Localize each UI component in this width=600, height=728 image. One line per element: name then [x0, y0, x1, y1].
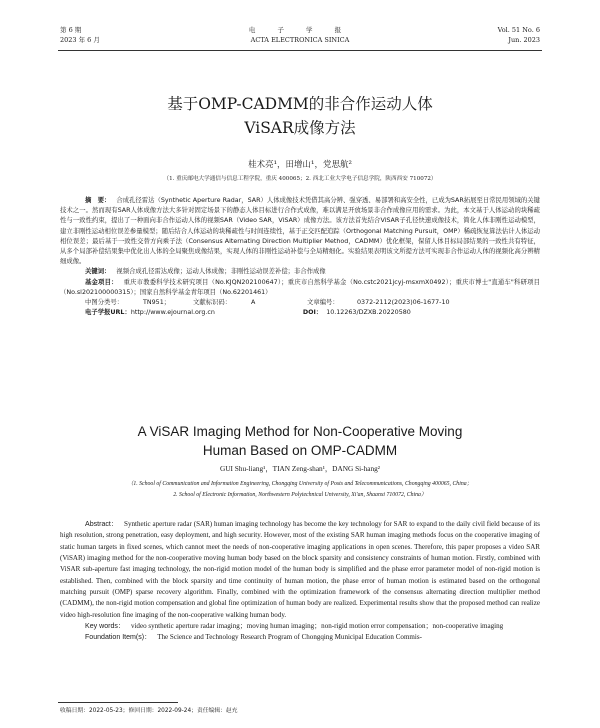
keywords-text-cn: 视频合成孔径雷达成像；运动人体成像；非刚性运动误差补偿；非合作成像	[116, 268, 326, 276]
doi-value[interactable]: 10.12263/DZXB.20220580	[326, 309, 411, 317]
article-no-value: 0372-2112(2023)06-1677-10	[357, 299, 450, 307]
url-label: 电子学报URL：	[85, 309, 131, 317]
fund-label-en: Foundation Item(s)：	[85, 634, 152, 642]
paper-title-cn	[60, 92, 540, 140]
fund-cn	[60, 278, 540, 298]
title-en-line-1: A ViSAR Imaging Method for Non-Cooperative Moving	[137, 424, 463, 439]
title-en-line-2: Human Based on OMP-CADMM	[202, 443, 398, 458]
abstract-text-en: Synthetic aperture radar (SAR) human imaging technology has become the key technology for SAR to expand to the daily civil field because of its high resolution, strong penetration, easy deployment, and high security. However, most of the existing SAR human imaging methods focus on the cooperative imaging of static human targets in fixed scenes, which cannot meet the needs of non-cooperative imaging applications in open scenes. Therefore, this paper proposes a video SAR (ViSAR) imaging method for the non-cooperative moving human body based on the block sparsity and consistency constraints of human motion. Firstly, combined with ViSAR sub-aperture fast imaging technology, the non-rigid motion model of the human body is simplified and the phase error parameter model of non-rigid motion is established. Then, combined with the block sparsity and time continuity of human motion, the phase error of human motion is estimated based on the orthogonal matching pursuit (OMP) sparse recovery algorithm. Finally, combined with the optimization framework of the consensus alternating direction multiplier method (CADMM), the non-rigid motion compensation and global fine optimization of human body are realized. Experimental results show that the proposed method can realize video high-resolution fine imaging of the non-cooperative walking human body.	[60, 520, 540, 619]
article-no-label: 文章编号：	[307, 299, 339, 307]
abstract-cn	[60, 196, 540, 267]
header-rule	[58, 50, 542, 51]
paper-title-en	[60, 422, 540, 460]
journal-name-cn: 电 子 学 报	[248, 26, 352, 34]
affiliation-en-line-1: （1. School of Communication and Information Engineering, Chongqing University of Posts and Telecommunications, Chongqing 400065, China；	[127, 481, 473, 487]
keywords-en	[60, 621, 540, 632]
journal-url[interactable]: http://www.ejournal.org.cn	[130, 309, 215, 317]
title-cn-line-2: ViSAR成像方法	[244, 119, 356, 137]
volume-number: Vol. 51 No. 6	[497, 26, 540, 34]
issue-number: 第 6 期	[60, 26, 82, 34]
abstract-label-cn: 摘 要：	[85, 197, 111, 204]
abstract-text-cn: 合成孔径雷达（Synthetic Aperture Radar，SAR）人体成像技术凭借其高分辨、强穿透、易部署和高安全性，已成为SAR拓展至日常民用领域的关键技术之一。然而现有SAR人体成像方法大多针对固定场景下的静态人体目标进行合作式成像，难以满足开放场景非合作成像应用的需求。为此，本文基于人体运动的块稀疏性与一致性约束，提出了一种面向非合作运动人体的视频SAR（Video SAR，ViSAR）成像方法。该方法首先结合ViSAR子孔径快速成像技术，简化人体非刚性运动模型，建立非刚性运动相位误差参量模型；随后结合人体运动的块稀疏性与时间连续性，基于正交匹配追踪（Orthogonal Matching Pursuit，OMP）稀疏恢复算法估计人体运动相位误差；最后基于一致性交替方向乘子法（Consensus Alternating Direction Multiplier Method，CADMM）优化框架，保留人体目标局部结果的一致性共有特征，从多个局部补偿结果集中优化出人体的全局聚焦成像结果，实现人体的非刚性运动补偿与全局精细化。实验结果表明该文所提方法可实现非合作运动人体的视频化高分辨精细成像。	[60, 197, 540, 266]
issue-date: 2023 年 6 月	[60, 36, 100, 44]
keywords-text-en: video synthetic aperture radar imaging；moving human imaging；non-rigid motion error compensation；non-cooperative imaging	[130, 622, 504, 631]
fund-text-en: The Science and Technology Research Program of Chongqing Municipal Education Commis-	[157, 633, 422, 642]
running-header-right	[498, 25, 540, 45]
footnote-rule	[58, 702, 178, 703]
journal-name-en: ACTA ELECTRONICA SINICA	[250, 36, 350, 44]
authors-en: GUI Shu-liang¹，TIAN Zeng-shan¹，DANG Si-hang²	[220, 464, 380, 473]
abstract-block-cn	[60, 196, 540, 318]
url-doi-row	[60, 308, 540, 318]
doc-code-value: A	[251, 299, 256, 307]
keywords-label-en: Key words：	[85, 623, 125, 631]
fund-en	[60, 632, 540, 643]
clc-value: TN951；	[143, 299, 171, 307]
fund-label-cn: 基金项目：	[85, 278, 118, 286]
abstract-label-en: Abstract：	[85, 521, 119, 528]
title-cn-line-1: 基于OMP-CADMM的非合作运动人体	[167, 95, 433, 113]
doc-code-label: 文献标识码：	[193, 299, 232, 307]
doi-label: DOI：	[302, 309, 323, 317]
affiliation-en	[60, 479, 540, 501]
clc-label: 中图分类号：	[85, 299, 124, 307]
abstract-en	[60, 519, 540, 621]
affiliation-en-line-2: 2. School of Electronic Information, Northwestern Polytechnical University, Xi'an, Shaanxi 710072, China）	[173, 492, 427, 498]
issue-date-en: Jun. 2023	[508, 36, 540, 44]
received-dates-footnote: 收稿日期：2022-05-23；修回日期：2022-09-24；责任编辑：赵充	[60, 708, 238, 714]
keywords-cn	[60, 267, 540, 277]
classification-row	[60, 298, 540, 308]
fund-text-cn: 重庆市教委科学技术研究项目（No.KJQN202100647）；重庆市自然科学基金（No.cstc2021jcyj-msxmX0492）；重庆市博士"直通车"科研项目（No.sl202100000315）；国家自然科学基金青年项目（No.62201461）	[60, 278, 540, 296]
authors-cn: 桂术亮¹，田增山¹，党思航²	[248, 160, 352, 170]
affiliation-cn: （1. 重庆邮电大学通信与信息工程学院，重庆 400065；2. 西北工业大学电子信息学院，陕西西安 710072）	[163, 176, 437, 182]
keywords-label-cn: 关键词：	[85, 268, 111, 276]
abstract-block-en	[60, 519, 540, 644]
